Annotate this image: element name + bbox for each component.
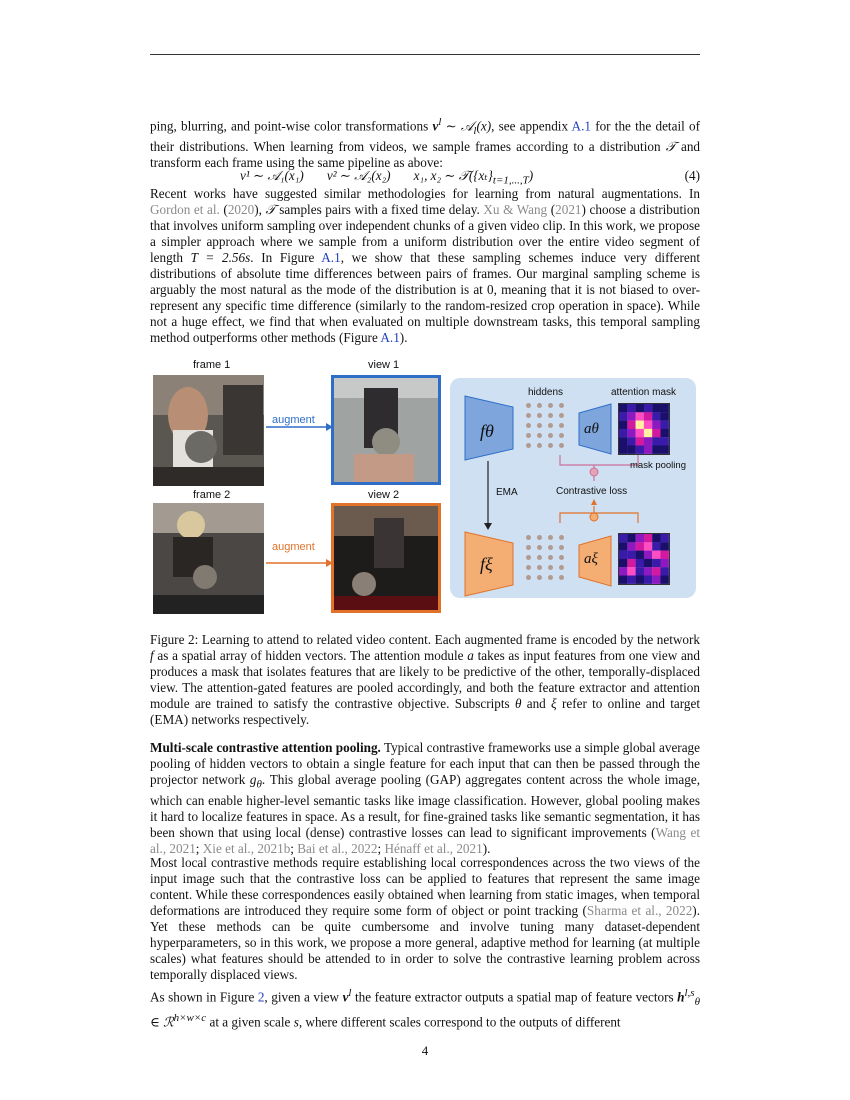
text: for the the detail of their distributions. When learning from videos, we sample frames according to a distribution: [150, 118, 700, 155]
figure-link[interactable]: A.1: [321, 250, 341, 265]
math: θ: [694, 996, 700, 1009]
mask-cell: [619, 404, 627, 412]
mask-cell: [661, 429, 669, 437]
mask-cell: [652, 429, 660, 437]
citation-xu-wang-year[interactable]: 2021: [555, 202, 582, 217]
hidden-unit-dot: [526, 443, 531, 448]
math: l,s: [684, 987, 695, 999]
mask-cell: [636, 412, 644, 420]
attention-mask-target: [618, 533, 670, 585]
hidden-unit-dot: [559, 575, 564, 580]
mask-cell: [627, 412, 635, 420]
math: v: [432, 118, 439, 134]
hidden-unit-dot: [548, 575, 553, 580]
mask-cell: [644, 412, 652, 420]
augment-label-2: augment: [272, 541, 315, 553]
mask-cell: [627, 567, 635, 575]
hidden-unit-dot: [537, 575, 542, 580]
hidden-unit-dot: [526, 565, 531, 570]
hidden-unit-dot: [526, 545, 531, 550]
math: θ: [256, 778, 262, 791]
text: Typical contrastive frameworks use a simple global average pooling of hidden vectors to obtain a single feature for each input that can then be passed through the projector network: [150, 740, 700, 787]
mask-cell: [661, 446, 669, 454]
math: h×w×c: [173, 1012, 207, 1025]
mask-cell: [644, 559, 652, 567]
math: ∈: [150, 1014, 164, 1030]
mask-cell: [619, 429, 627, 437]
text: , where different scales correspond to the outputs of different: [298, 1014, 621, 1030]
hidden-unit-dot: [559, 403, 564, 408]
hidden-unit-dot: [548, 403, 553, 408]
hidden-unit-dot: [548, 443, 553, 448]
mask-cell: [619, 421, 627, 429]
text: choose a distribution that involves uniform sampling over independent chunks of a given video clip. In this work, we propose a simpler approach where we sample from a uniform distribution over the entire video segment of length: [150, 202, 701, 265]
hidden-unit-dot: [526, 403, 531, 408]
view1-image: [331, 375, 441, 485]
hidden-unit-dot: [559, 555, 564, 560]
view2-image: [331, 503, 441, 613]
mask-cell: [644, 567, 652, 575]
hidden-unit-dot: [559, 443, 564, 448]
mask-cell: [652, 534, 660, 542]
a-theta-label: aθ: [584, 421, 599, 437]
mask-cell: [619, 412, 627, 420]
mask-cell: [627, 437, 635, 445]
hidden-unit-dot: [559, 433, 564, 438]
view2-photo: [334, 506, 438, 610]
mask-cell: [652, 542, 660, 550]
math: ξ: [551, 696, 557, 711]
hidden-unit-dot: [559, 535, 564, 540]
mask-cell: [619, 576, 627, 584]
mask-cell: [661, 542, 669, 550]
text: and transform each frame using the same pipeline as above:: [150, 139, 701, 171]
mask-cell: [636, 559, 644, 567]
text: and: [521, 696, 552, 711]
eq-part: x₁, x₂ ∼ 𝒯({xₜ}: [413, 168, 493, 183]
hidden-unit-dot: [537, 413, 542, 418]
math: v: [342, 989, 349, 1005]
mask-cell: [636, 437, 644, 445]
hidden-unit-dot: [537, 423, 542, 428]
frame1-label: frame 1: [193, 359, 231, 371]
math: s: [293, 1014, 299, 1030]
text: refer to online and target (EMA) networks respectively.: [150, 696, 700, 727]
math: 𝒯: [265, 202, 276, 217]
a-xi-label: aξ: [584, 551, 598, 567]
hidden-unit-dot: [526, 433, 531, 438]
hidden-unit-dot: [537, 565, 542, 570]
mask-cell: [661, 412, 669, 420]
frame2-label: frame 2: [193, 489, 231, 501]
mask-cell: [661, 551, 669, 559]
mask-cell: [627, 551, 635, 559]
frame2-photo: [153, 503, 264, 614]
math: l: [438, 116, 442, 128]
citation-gordon-year[interactable]: 2020: [227, 202, 255, 217]
ema-arrow: [482, 461, 494, 531]
math: 𝒯: [665, 139, 676, 155]
view2-label: view 2: [368, 489, 400, 501]
attention-mask-online: [618, 403, 670, 455]
hidden-unit-dot: [559, 545, 564, 550]
hidden-unit-dot: [537, 545, 542, 550]
augment-arrow-2: [264, 551, 334, 571]
text: as a spatial array of hidden vectors. The attention module: [153, 648, 468, 663]
frame1-image: [153, 375, 264, 486]
mask-cell: [652, 412, 660, 420]
text: Figure 2: Learning to attend to related video content. Each augmented frame is encoded by the network: [150, 632, 700, 647]
eq-part: ): [528, 168, 534, 183]
mask-cell: [644, 534, 652, 542]
math: ∼: [441, 118, 461, 134]
view1-photo: [334, 378, 438, 482]
mask-cell: [652, 421, 660, 429]
mask-cell: [661, 559, 669, 567]
text: ping, blurring, and point-wise color transformations: [150, 118, 433, 134]
hidden-unit-dot: [537, 443, 542, 448]
hidden-unit-dot: [526, 423, 531, 428]
text: ).: [482, 840, 491, 856]
paragraph-attention-pooling: Multi-scale contrastive attention pooling. Typical contrastive frameworks use a simple global average pooling of hidden vectors to obtain a single feature for each input that can then be passed through the projector network $g_\theta$. This global average pooling (GAP) aggregates content across the whole image, which can enable higher-level semantic tasks like image classification. However, global pooling makes it hard to localize features in space. As a result, for fine-grained tasks like semantic segmentation, it has been shown that using local (dense) contrastive losses can lead to significant improvements (Wang et al., 2021; Xie et al., 2021b; Bai et al., 2022; Hénaff et al., 2021).: [150, 740, 701, 856]
mask-cell: [636, 404, 644, 412]
citation-xie[interactable]: Xie et al., 2021b: [202, 840, 291, 856]
mask-cell: [619, 437, 627, 445]
math: (x): [476, 118, 492, 134]
text: takes as input features from one view and produces a mask that isolates features that are likely to be predictive of the other, temporally-displaced view. The attention-gated features are pooled accordingly, and both the feature extractor and attention module are trained to satisfy the contrastive objective. Subscripts: [150, 648, 700, 711]
text: Most local contrastive methods require establishing local correspondences across the two views of the input image such that the contrastive loss can be applied to features that represent the same image content. While these correspondences easily obtained when learning from static images, when temporal deformations are introduced they require some form of object or point tracking (: [150, 855, 700, 918]
mask-cell: [661, 421, 669, 429]
eq-part: v² ∼ 𝒜₂(x₂): [326, 168, 391, 183]
frame1-photo: [153, 375, 264, 486]
hidden-unit-dot: [548, 555, 553, 560]
attention-mask-label: attention mask: [611, 387, 677, 398]
ema-label: EMA: [496, 487, 518, 498]
hidden-unit-dot: [548, 423, 553, 428]
mask-cell: [627, 576, 635, 584]
figure-2-caption: [150, 632, 700, 728]
mask-cell: [619, 559, 627, 567]
math: g: [249, 772, 257, 787]
text: . This global average pooling (GAP) aggregates content across the whole image, which can enable higher-level semantic tasks like image classification. However, global pooling makes it hard to localize features in space. As a result, for fine-grained tasks like semantic segmentation, it has been shown that using local (dense) contrastive losses can lead to significant improvements (: [150, 772, 701, 840]
mask-cell: [627, 429, 635, 437]
citation-wang[interactable]: Wang et al., 2021: [150, 824, 700, 856]
f-theta-label: fθ: [480, 421, 494, 441]
hiddens-grid-target: [526, 535, 576, 585]
text: samples pairs with a fixed time delay.: [275, 202, 484, 217]
mask-cell: [636, 542, 644, 550]
mask-cell: [636, 429, 644, 437]
mask-cell: [652, 559, 660, 567]
hidden-unit-dot: [526, 535, 531, 540]
mask-cell: [644, 404, 652, 412]
math: 𝒜: [460, 118, 474, 134]
page-number: 4: [421, 1043, 429, 1058]
hidden-unit-dot: [559, 423, 564, 428]
text: Recent works have suggested similar methodologies for learning from natural augmentations. In: [150, 186, 700, 201]
hiddens-label: hiddens: [528, 387, 564, 398]
hidden-unit-dot: [548, 565, 553, 570]
equation-body: [240, 168, 533, 187]
contrastive-loss-label: Contrastive loss: [556, 486, 628, 497]
math: l: [348, 987, 352, 999]
mask-cell: [644, 437, 652, 445]
section-heading: Multi-scale contrastive attention pooling.: [150, 740, 381, 755]
hidden-unit-dot: [548, 433, 553, 438]
text: , we show that these sampling schemes induce very different distributions of absolute time differences between pairs of frames. Our marginal sampling scheme is arguably the most natural as the mode of the distribution is at 0, meaning that it is not biased to over-represent any specific time difference (similarly to the random-resized crop operation in space). While not a huge effect, we find that when evaluated on multiple downstream tasks, this temporal sampling method outperforms other methods (Figure: [150, 250, 700, 345]
hidden-unit-dot: [526, 575, 531, 580]
text: ,: [258, 202, 266, 217]
hidden-unit-dot: [548, 545, 553, 550]
mask-cell: [619, 551, 627, 559]
hidden-unit-dot: [559, 413, 564, 418]
mask-cell: [661, 534, 669, 542]
f-xi-label: fξ: [480, 554, 493, 574]
math: f: [150, 648, 154, 663]
mask-cell: [636, 534, 644, 542]
mask-cell: [644, 542, 652, 550]
mask-cell: [644, 576, 652, 584]
mask-cell: [619, 567, 627, 575]
citation-sharma[interactable]: Sharma et al., 2022: [586, 903, 693, 918]
mask-cell: [652, 567, 660, 575]
mask-cell: [652, 437, 660, 445]
paragraph-local-contrastive: [150, 855, 700, 983]
mask-cell: [619, 534, 627, 542]
eq-part: v¹ ∼ 𝒜₁(x₁): [240, 168, 304, 183]
mask-cell: [652, 551, 660, 559]
hidden-unit-dot: [537, 433, 542, 438]
paragraph-temporal-sampling: Recent works have suggested similar methodologies for learning from natural augmentations. In Gordon et al. (2020), 𝒯 samples pairs with a fixed time delay. Xu & Wang (2021) choose a distribution that involves uniform sampling over independent chunks of a given video clip. In this work, we propose a simpler approach where we sample from a uniform distribution over the entire video segment of length T = 2.56s. In Figure A.1, we show that these sampling schemes induce very different distributions of absolute time differences between pairs of frames. Our marginal sampling scheme is arguably the most natural as the mode of the distribution is at 0, meaning that it is not biased to over-represent any specific time difference (similarly to the random-resized crop operation in space). While not a huge effect, we find that when evaluated on multiple downstream tasks, this temporal sampling method outperforms other methods (Figure A.1).: [150, 186, 701, 345]
eq-sub: t=1,...,T: [492, 174, 529, 187]
text: the feature extractor outputs a spatial map of feature vectors: [351, 989, 678, 1005]
mask-cell: [644, 421, 652, 429]
paragraph-augmentations: [150, 114, 700, 171]
frame2-image: [153, 503, 264, 614]
math: θ: [514, 696, 522, 711]
equation-4: [150, 168, 700, 186]
view1-label: view 1: [368, 359, 400, 371]
mask-cell: [652, 446, 660, 454]
equation-number: (4): [684, 168, 700, 183]
figure-link[interactable]: A.1: [380, 330, 400, 345]
math: T = 2.56s: [190, 250, 251, 265]
mask-cell: [636, 567, 644, 575]
mask-cell: [661, 404, 669, 412]
paragraph-feature-extractor: [150, 985, 700, 1030]
hidden-unit-dot: [526, 413, 531, 418]
math: h: [677, 989, 685, 1005]
mask-cell: [661, 576, 669, 584]
math: l: [473, 125, 477, 138]
appendix-link[interactable]: A.1: [571, 118, 591, 134]
math: a: [467, 648, 474, 663]
text: at a given scale: [206, 1014, 294, 1030]
hidden-unit-dot: [548, 413, 553, 418]
header-rule: [150, 54, 700, 55]
hidden-unit-dot: [537, 403, 542, 408]
mask-cell: [661, 437, 669, 445]
citation-henaff[interactable]: Hénaff et al., 2021: [384, 840, 483, 856]
mask-cell: [661, 567, 669, 575]
text: As shown in Figure: [150, 989, 258, 1005]
hidden-unit-dot: [559, 565, 564, 570]
mask-cell: [636, 576, 644, 584]
text: ).: [399, 330, 408, 345]
mask-cell: [627, 542, 635, 550]
hidden-unit-dot: [548, 535, 553, 540]
mask-cell: [644, 429, 652, 437]
mask-cell: [627, 404, 635, 412]
mask-cell: [644, 551, 652, 559]
augment-label-1: augment: [272, 414, 315, 426]
mask-cell: [627, 421, 635, 429]
hiddens-grid-online: [526, 403, 576, 453]
citation-xu-wang[interactable]: Xu & Wang: [483, 202, 548, 217]
mask-pooling-label: mask pooling: [630, 460, 686, 471]
mask-cell: [627, 559, 635, 567]
mask-cell: [627, 534, 635, 542]
figure-link[interactable]: 2: [257, 989, 265, 1005]
math: ℛ: [163, 1014, 174, 1030]
citation-bai[interactable]: Bai et al., 2022: [297, 840, 378, 856]
text: ). Yet these methods can be quite cumbersome and involve tuning many dataset-dependent hyperparameters, so in this work, we propose a more general, adaptive method for learning (at multiple scales) what features should be attended to in order to solve the contrastive learning problem across temporally displaced views.: [150, 903, 700, 982]
hidden-unit-dot: [537, 555, 542, 560]
text: , given a view: [264, 989, 343, 1005]
mask-cell: [636, 421, 644, 429]
hidden-unit-dot: [537, 535, 542, 540]
mask-cell: [619, 542, 627, 550]
text: , see appendix: [491, 118, 572, 134]
mask-cell: [652, 404, 660, 412]
text: . In Figure: [250, 250, 322, 265]
mask-cell: [652, 576, 660, 584]
hidden-unit-dot: [526, 555, 531, 560]
citation-gordon[interactable]: Gordon et al.: [150, 202, 220, 217]
figure-2: [150, 355, 700, 615]
mask-cell: [636, 551, 644, 559]
